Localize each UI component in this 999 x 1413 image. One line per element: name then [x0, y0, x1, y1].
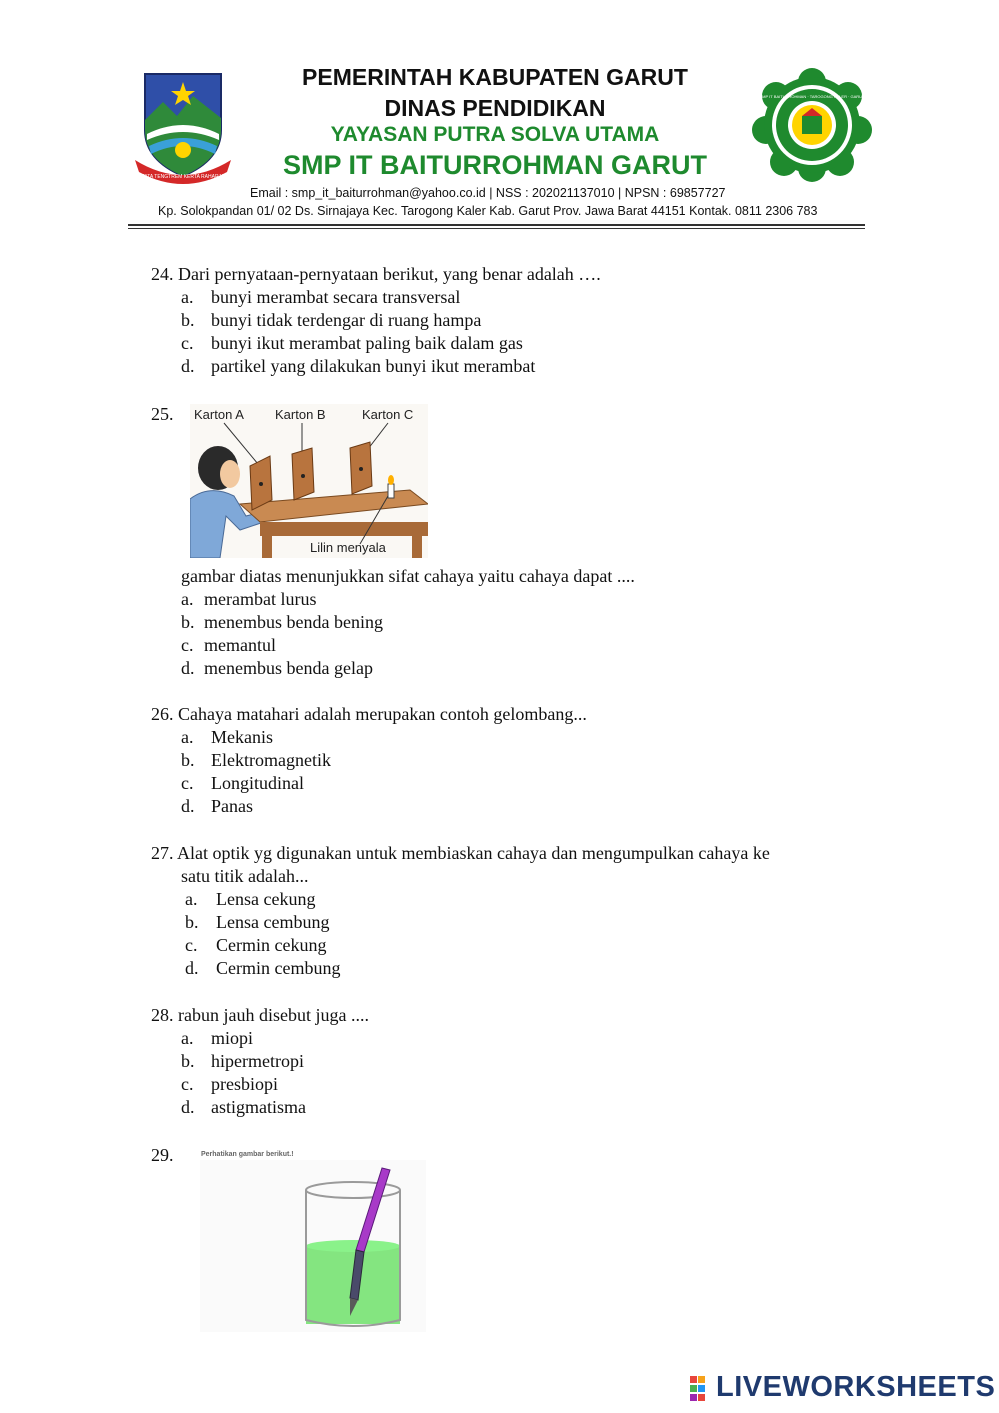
header-divider-top — [128, 224, 865, 226]
question-text: rabun jauh disebut juga .... — [178, 1005, 369, 1025]
option-27-a[interactable] — [185, 888, 315, 910]
question-number: 26. — [151, 704, 174, 724]
glass-refraction-illustration — [200, 1160, 426, 1332]
option-text: Cermin cembung — [216, 958, 341, 978]
option-letter: b. — [185, 912, 199, 932]
option-text: Elektromagnetik — [211, 750, 331, 770]
question-25-text: gambar diatas menunjukkan sifat cahaya yaitu cahaya dapat .... — [181, 566, 635, 586]
option-text: memantul — [204, 635, 276, 655]
seal-text: SMP IT BAITURROHMAN · TAROGONG KALER · GARUT — [759, 94, 865, 99]
option-letter: c. — [181, 635, 194, 655]
header-foundation: YAYASAN PUTRA SOLVA UTAMA — [330, 123, 660, 146]
header-school-name: SMP IT BAITURROHMAN GARUT — [283, 150, 707, 180]
option-26-d[interactable] — [181, 795, 253, 817]
question-26 — [151, 703, 587, 725]
option-text: bunyi ikut merambat paling baik dalam gas — [211, 333, 523, 353]
option-25-b[interactable] — [181, 611, 383, 633]
header-contact-address: Kp. Solokpandan 01/ 02 Ds. Sirnajaya Kec. Tarogong Kaler Kab. Garut Prov. Jawa Barat 44151 Kontak. 0811 2306 783 — [158, 204, 818, 218]
image-caption: Perhatikan gambar berikut.! — [201, 1151, 294, 1158]
option-letter: c. — [185, 935, 198, 955]
option-letter: a. — [181, 1028, 194, 1048]
option-24-b[interactable] — [181, 309, 481, 331]
option-letter: d. — [181, 796, 195, 816]
option-26-b[interactable] — [181, 749, 331, 771]
question-25-number: 25. — [151, 404, 174, 424]
header-government: PEMERINTAH KABUPATEN GARUT — [302, 64, 688, 90]
header-contact-email: Email : smp_it_baiturrohman@yahoo.co.id | NSS : 202021137010 | NPSN : 69857727 — [250, 186, 726, 200]
label-lilin-menyala: Lilin menyala — [310, 540, 386, 555]
option-28-b[interactable] — [181, 1050, 304, 1072]
option-25-a[interactable] — [181, 588, 316, 610]
option-letter: d. — [185, 958, 199, 978]
option-28-d[interactable] — [181, 1096, 306, 1118]
option-text: Cermin cekung — [216, 935, 327, 955]
option-26-c[interactable] — [181, 772, 304, 794]
question-number: 28. — [151, 1005, 174, 1025]
option-text: Lensa cekung — [216, 889, 316, 909]
option-letter: d. — [181, 658, 195, 678]
option-text: menembus benda bening — [204, 612, 383, 632]
question-number: 24. — [151, 264, 174, 284]
option-text: miopi — [211, 1028, 254, 1048]
option-text: bunyi tidak terdengar di ruang hampa — [211, 310, 482, 330]
option-text: Panas — [211, 796, 253, 816]
question-28 — [151, 1004, 369, 1026]
option-letter: c. — [181, 333, 194, 353]
crest-ribbon-text: TATA TENGTREM KERTA RAHARJA — [141, 174, 225, 180]
question-text: Dari pernyataan-pernyataan berikut, yang benar adalah …. — [178, 264, 601, 284]
option-letter: c. — [181, 1074, 194, 1094]
option-27-c[interactable] — [185, 934, 326, 956]
header-divider-bottom — [128, 228, 865, 229]
question-number: 27. — [151, 843, 174, 863]
option-25-c[interactable] — [181, 634, 276, 656]
option-text: bunyi merambat secara transversal — [211, 287, 461, 307]
option-28-a[interactable] — [181, 1027, 253, 1049]
question-29-number: 29. — [151, 1145, 174, 1165]
option-24-a[interactable] — [181, 286, 460, 308]
option-letter: a. — [181, 589, 194, 609]
option-text: hipermetropi — [211, 1051, 304, 1071]
option-27-b[interactable] — [185, 911, 329, 933]
option-text: Longitudinal — [211, 773, 304, 793]
question-24 — [151, 263, 601, 285]
option-letter: b. — [181, 1051, 195, 1071]
option-24-d[interactable] — [181, 355, 535, 377]
option-28-c[interactable] — [181, 1073, 278, 1095]
option-letter: b. — [181, 612, 195, 632]
option-text: Mekanis — [211, 727, 273, 747]
question-27 — [151, 842, 770, 864]
option-letter: a. — [181, 727, 194, 747]
option-27-d[interactable] — [185, 957, 340, 979]
option-letter: b. — [181, 750, 195, 770]
header-department: DINAS PENDIDIKAN — [384, 95, 606, 121]
garut-crest-logo — [133, 68, 233, 190]
question-text: Alat optik yg digunakan untuk membiaskan cahaya dan mengumpulkan cahaya ke — [177, 843, 770, 863]
option-24-c[interactable] — [181, 332, 523, 354]
option-letter: a. — [185, 889, 198, 909]
option-text: astigmatisma — [211, 1097, 306, 1117]
question-text: Cahaya matahari adalah merupakan contoh gelombang... — [178, 704, 587, 724]
school-seal-logo — [752, 68, 872, 183]
label-karton-b: Karton B — [275, 407, 326, 422]
option-text: menembus benda gelap — [204, 658, 373, 678]
label-karton-c: Karton C — [362, 407, 414, 422]
option-letter: d. — [181, 1097, 195, 1117]
label-karton-a: Karton A — [194, 407, 244, 422]
option-letter: b. — [181, 310, 195, 330]
liveworksheets-logo-icon — [690, 1376, 714, 1402]
option-text: partikel yang dilakukan bunyi ikut merambat — [211, 356, 536, 376]
option-letter: d. — [181, 356, 195, 376]
option-letter: c. — [181, 773, 194, 793]
option-letter: a. — [181, 287, 194, 307]
karton-candle-illustration — [190, 404, 428, 558]
option-text: Lensa cembung — [216, 912, 330, 932]
option-25-d[interactable] — [181, 657, 373, 679]
option-text: presbiopi — [211, 1074, 278, 1094]
option-26-a[interactable] — [181, 726, 273, 748]
footer-brand[interactable]: LIVEWORKSHEETS — [716, 1371, 996, 1403]
question-27-continuation: satu titik adalah... — [181, 866, 309, 886]
option-text: merambat lurus — [204, 589, 317, 609]
